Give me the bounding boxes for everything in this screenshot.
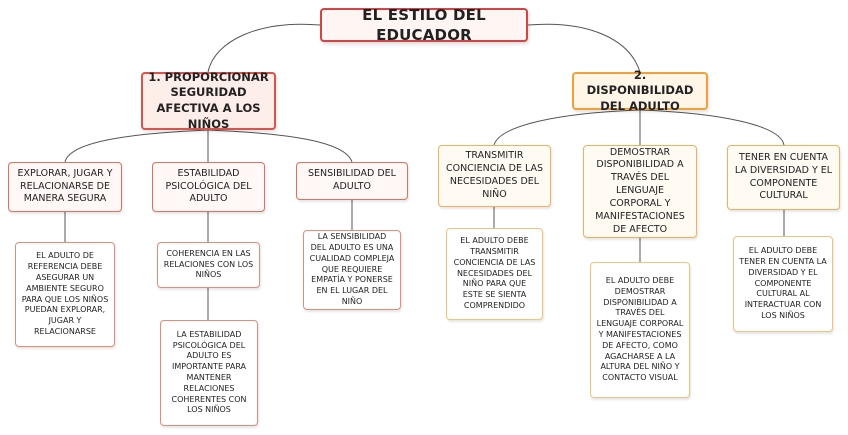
detail-estabilidad-importante[interactable]: LA ESTABILIDAD PSICOLÓGICA DEL ADULTO ES IMPORTANTE PARA MANTENER RELACIONES COHERENTES CON LOS NIÑOS	[160, 320, 258, 426]
topic-diversidad-cultural[interactable]: TENER EN CUENTA LA DIVERSIDAD Y EL COMPONENTE CULTURAL	[727, 145, 840, 210]
topic-explorar-jugar[interactable]: EXPLORAR, JUGAR Y RELACIONARSE DE MANERA SEGURA	[8, 162, 122, 212]
topic-sensibilidad-adulto[interactable]: SENSIBILIDAD DEL ADULTO	[296, 162, 408, 200]
branch-seguridad-afectiva[interactable]: 1. PROPORCIONAR SEGURIDAD AFECTIVA A LOS NIÑOS	[141, 72, 276, 130]
detail-lenguaje-corporal[interactable]: EL ADULTO DEBE DEMOSTRAR DISPONIBILIDAD A TRAVÉS DEL LENGUAJE CORPORAL Y MANIFESTACIONES DE AFECTO, COMO AGACHARSE A LA ALTURA DEL NIÑO Y CONTACTO VISUAL	[590, 262, 690, 398]
detail-sensibilidad-cualidad[interactable]: LA SENSIBILIDAD DEL ADULTO ES UNA CUALIDAD COMPLEJA QUE REQUIERE EMPATÍA Y PONERSE EN EL LUGAR DEL NIÑO	[303, 230, 401, 310]
branch-disponibilidad-adulto[interactable]: 2. DISPONIBILIDAD DEL ADULTO	[572, 72, 708, 110]
detail-ambiente-seguro[interactable]: EL ADULTO DE REFERENCIA DEBE ASEGURAR UN AMBIENTE SEGURO PARA QUE LOS NIÑOS PUEDAN EXPLORAR, JUGAR Y RELACIONARSE	[15, 242, 115, 347]
topic-transmitir-conciencia[interactable]: TRANSMITIR CONCIENCIA DE LAS NECESIDADES DEL NIÑO	[438, 145, 551, 207]
detail-diversidad-cultural[interactable]: EL ADULTO DEBE TENER EN CUENTA LA DIVERSIDAD Y EL COMPONENTE CULTURAL AL INTERACTUAR CON LOS NIÑOS	[733, 236, 833, 332]
topic-lenguaje-corporal[interactable]: DEMOSTRAR DISPONIBILIDAD A TRAVÉS DEL LENGUAJE CORPORAL Y MANIFESTACIONES DE AFECTO	[583, 145, 697, 238]
detail-transmitir-conciencia[interactable]: EL ADULTO DEBE TRANSMITIR CONCIENCIA DE LAS NECESIDADES DEL NIÑO PARA QUE ESTE SE SIENTA COMPRENDIDO	[446, 228, 543, 320]
topic-estabilidad-psicologica[interactable]: ESTABILIDAD PSICOLÓGICA DEL ADULTO	[152, 162, 265, 212]
detail-coherencia-relaciones[interactable]: COHERENCIA EN LAS RELACIONES CON LOS NIÑOS	[157, 242, 260, 288]
central-topic[interactable]: EL ESTILO DEL EDUCADOR	[320, 8, 528, 42]
